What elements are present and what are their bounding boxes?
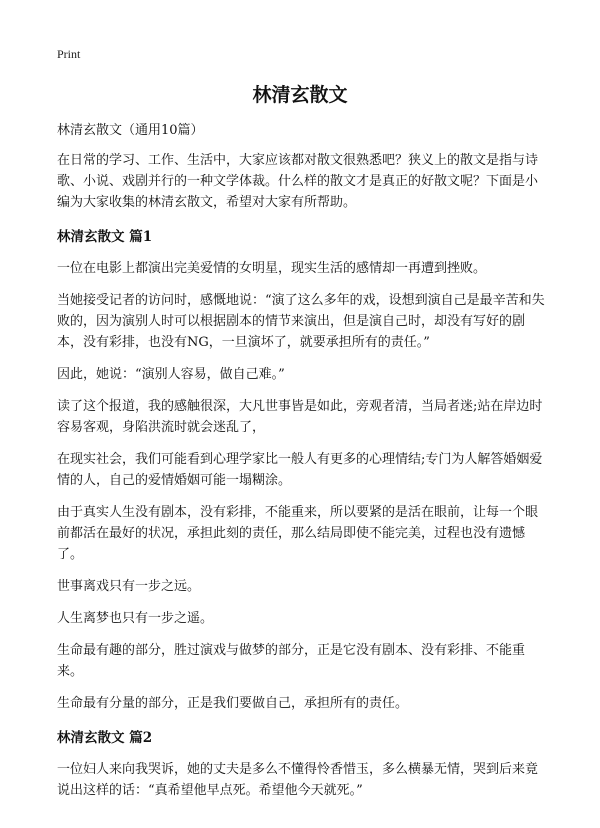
paragraph: 因此，她说：“演别人容易，做自己难。” (57, 367, 285, 382)
paragraph: 一位在电影上都演出完美爱情的女明星，现实生活的感情却一再遭到挫败。 (57, 261, 487, 276)
section-heading-2: 林清玄散文 篇2 (57, 730, 153, 746)
paragraph: 人生离梦也只有一步之遥。 (57, 611, 214, 626)
paragraph: 在现实社会，我们可能看到心理学家比一般人有更多的心理情结;专门为人解答婚姻爱情的人，自己的爱情婚姻可能一塌糊涂。 (57, 452, 543, 488)
paragraph: 当她接受记者的访问时，感慨地说：“演了这么多年的戏，设想到演自己是最辛苦和失败的，因为演别人时可以根据剧本的情节来演出，但是演自己时，却没有写好的剧本，没有彩排，也没有NG，一旦演坏了，就要承担所有的责任。” (57, 293, 545, 350)
paragraph: 生命最有趣的部分，胜过演戏与做梦的部分，正是它没有剧本、没有彩排、不能重来。 (57, 643, 526, 679)
page-title: 林清玄散文 (252, 84, 348, 106)
article-subtitle: 林清玄散文（通用10篇） (57, 123, 204, 138)
paragraph: 一位妇人来向我哭诉，她的丈夫是多么不懂得怜香惜玉，多么横暴无情，哭到后来竟说出这样的话：“真希望他早点死。希望他今天就死。” (57, 762, 539, 798)
paragraph: 世事离戏只有一步之远。 (57, 579, 201, 594)
section-heading-1: 林清玄散文 篇1 (57, 229, 153, 245)
article-body (57, 120, 547, 812)
intro-paragraph: 在日常的学习、工作、生活中，大家应该都对散文很熟悉吧？狭义上的散文是指与诗歌、小说、戏剧并行的一种文学体裁。什么样的散文才是真正的好散文呢？下面是小编为大家收集的林清玄散文，希望对大家有所帮助。 (57, 153, 539, 210)
paragraph: 由于真实人生没有剧本，没有彩排，不能重来，所以要紧的是活在眼前，让每一个眼前都活在最好的状况，承担此刻的责任，那么结局即使不能完美，过程也没有遗憾了。 (57, 505, 539, 562)
print-link[interactable]: Print (57, 47, 81, 61)
paragraph: 生命最有分量的部分，正是我们要做自己，承担所有的责任。 (57, 696, 409, 711)
paragraph: 读了这个报道，我的感触很深，大凡世事皆是如此，旁观者清，当局者迷;站在岸边时容易客观，身陷洪流时就会迷乱了， (57, 399, 543, 435)
